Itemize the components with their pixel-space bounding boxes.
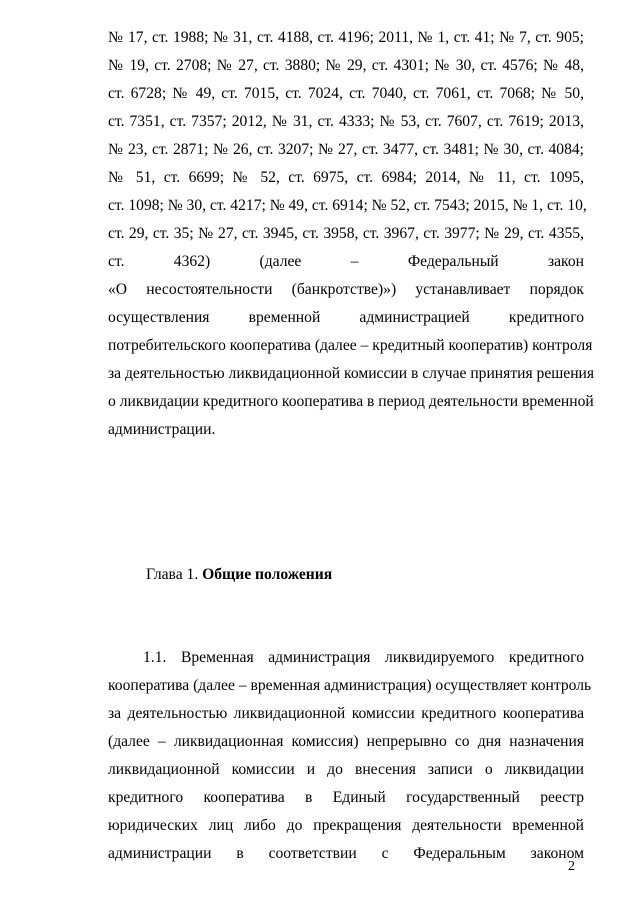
text-line: (далее – ликвидационная комиссия) непрерывно со дня назначения bbox=[108, 733, 584, 750]
text-line: № 23, ст. 2871; № 26, ст. 3207; № 27, ст. 3477, ст. 3481; № 30, ст. 4084; bbox=[108, 141, 584, 158]
text-line: администрации. bbox=[108, 421, 216, 438]
text-line: юридических лиц либо до прекращения деятельности временной bbox=[108, 817, 584, 834]
text-line: осуществления временной администрацией кредитного bbox=[108, 309, 584, 326]
text-line: о ликвидации кредитного кооператива в период деятельности временной bbox=[108, 393, 594, 410]
chapter-heading bbox=[146, 565, 332, 585]
text-line: администрации в соответствии с Федеральным законом bbox=[108, 845, 584, 862]
text-line: № 51, ст. 6699; № 52, ст. 6975, ст. 6984; 2014, № 11, ст. 1095, bbox=[108, 169, 584, 186]
chapter-title: Общие положения bbox=[202, 566, 333, 583]
text-line: ст. 29, ст. 35; № 27, ст. 3945, ст. 3958, ст. 3967, ст. 3977; № 29, ст. 4355, bbox=[108, 225, 584, 242]
text-line: ст. 7351, ст. 7357; 2012, № 31, ст. 4333; № 53, ст. 7607, ст. 7619; 2013, bbox=[108, 113, 584, 130]
text-line: ст. 4362) (далее – Федеральный закон bbox=[108, 253, 584, 270]
text-line: № 19, ст. 2708; № 27, ст. 3880; № 29, ст. 4301; № 30, ст. 4576; № 48, bbox=[108, 57, 584, 74]
chapter-prefix: Глава 1. bbox=[146, 566, 199, 583]
text-line: ст. 6728; № 49, ст. 7015, ст. 7024, ст. 7040, ст. 7061, ст. 7068; № 50, bbox=[108, 85, 584, 102]
page-number: 2 bbox=[568, 859, 575, 874]
text-line: за деятельностью ликвидационной комиссии кредитного кооператива bbox=[108, 705, 584, 722]
text-line: потребительского кооператива (далее – кредитный кооператив) контроля bbox=[108, 337, 593, 354]
text-line: ст. 1098; № 30, ст. 4217; № 49, ст. 6914; № 52, ст. 7543; 2015, № 1, ст. 10, bbox=[108, 197, 587, 214]
text-line: кооператива (далее – временная администрация) осуществляет контроль bbox=[108, 677, 592, 694]
text-line: № 17, ст. 1988; № 31, ст. 4188, ст. 4196; 2011, № 1, ст. 41; № 7, ст. 905; bbox=[108, 29, 584, 46]
text-line: «О несостоятельности (банкротстве)») устанавливает порядок bbox=[108, 281, 584, 298]
text-line: 1.1. Временная администрация ликвидируемого кредитного bbox=[143, 649, 584, 666]
text-line: ликвидационной комиссии и до внесения записи о ликвидации bbox=[108, 761, 584, 778]
text-line: кредитного кооператива в Единый государственный реестр bbox=[108, 789, 584, 806]
text-line: за деятельностью ликвидационной комиссии в случае принятия решения bbox=[108, 365, 595, 382]
